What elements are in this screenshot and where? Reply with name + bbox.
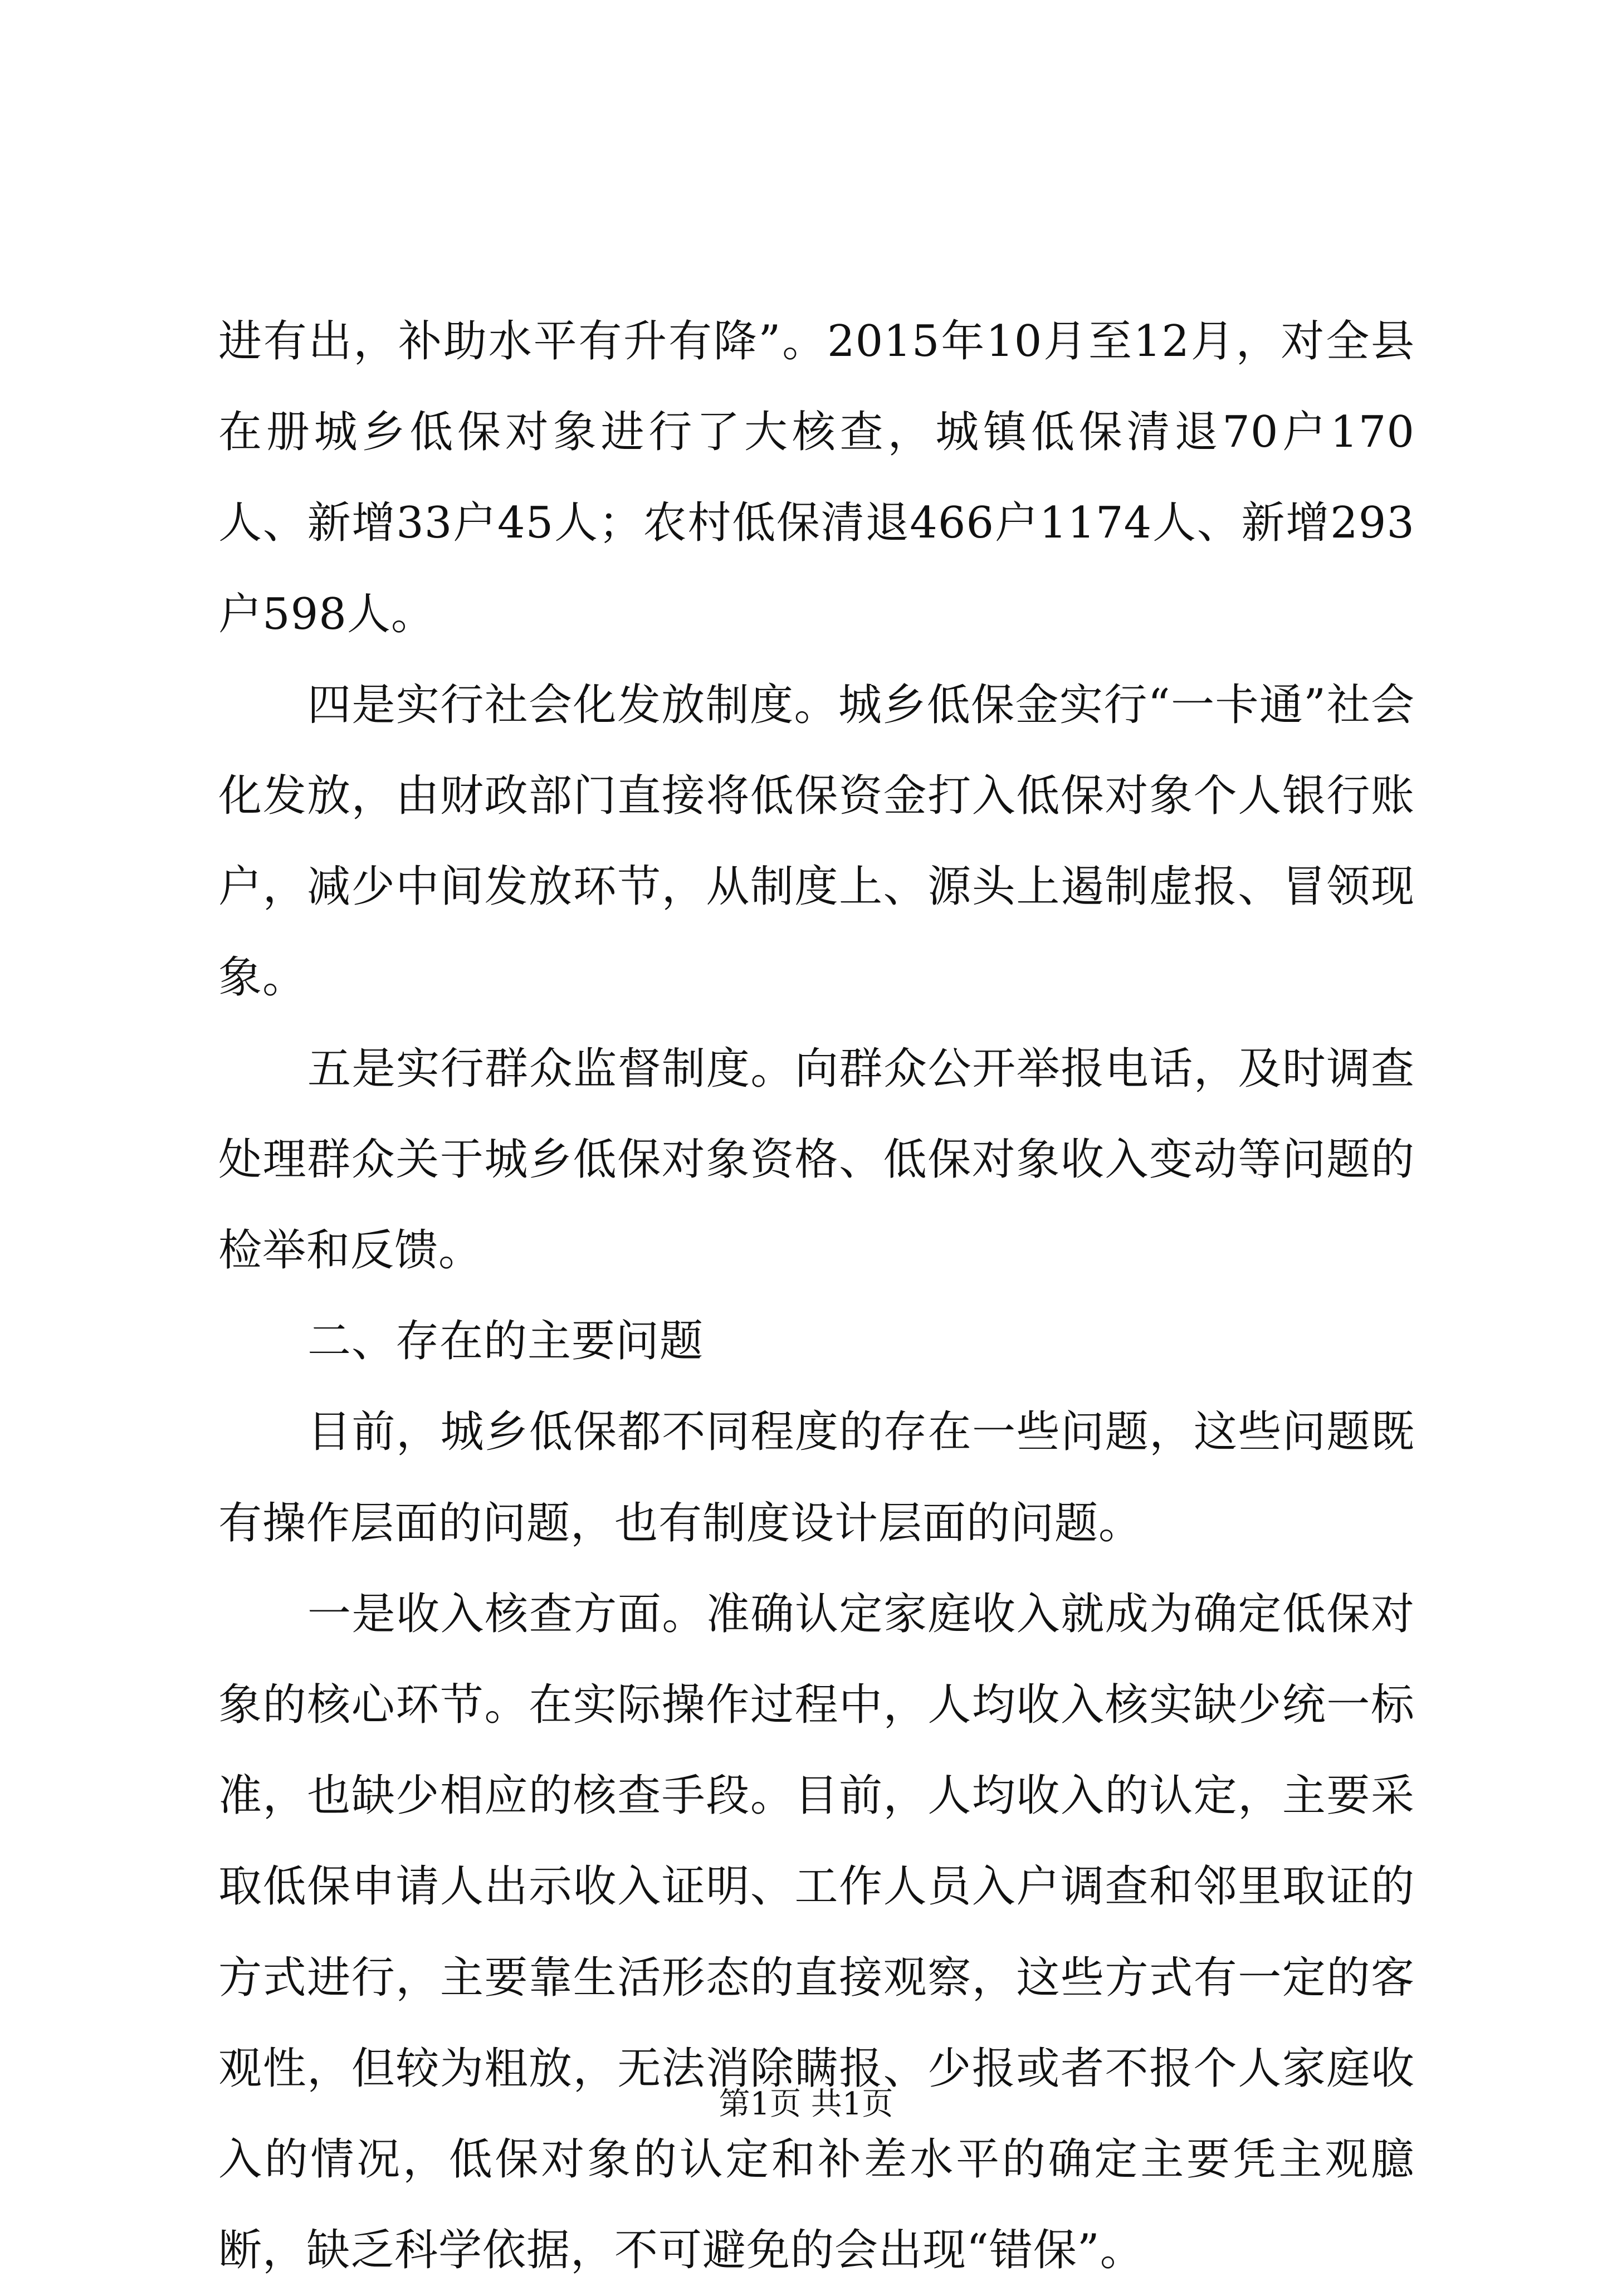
page-number-footer: 第1页 共1页 xyxy=(719,2086,893,2122)
section-heading-main-problems: 二、存在的主要问题 xyxy=(307,1316,704,1367)
paragraph-social-distribution: 四是实行社会化发放制度。城乡低保金实行“一卡通”社会化发放，由财政部门直接将低保资金打入低保对象个人银行账户，减少中间发放环节，从制度上、源头上遏制虚报、冒领现象。 xyxy=(218,680,1415,1003)
paragraph-public-supervision: 五是实行群众监督制度。向群众公开举报电话，及时调查处理群众关于城乡低保对象资格、低保对象收入变动等问题的检举和反馈。 xyxy=(218,1043,1415,1276)
paragraph-continuation: 进有出，补助水平有升有降”。2015年10月至12月，对全县在册城乡低保对象进行了大核查，城镇低保清退70户170人、新增33户45人；农村低保清退466户1174人、新增293户598人。 xyxy=(218,316,1415,639)
document-body xyxy=(218,296,1415,2296)
paragraph-problems-intro: 目前，城乡低保都不同程度的存在一些问题，这些问题既有操作层面的问题，也有制度设计层面的问题。 xyxy=(218,1407,1415,1548)
paragraph-income-verification: 一是收入核查方面。准确认定家庭收入就成为确定低保对象的核心环节。在实际操作过程中，人均收入核实缺少统一标准，也缺少相应的核查手段。目前，人均收入的认定，主要采取低保申请人出示收入证明、工作人员入户调查和邻里取证的方式进行，主要靠生活形态的直接观察，这些方式有一定的客观性，但较为粗放，无法消除瞒报、少报或者不报个人家庭收入的情况，低保对象的认定和补差水平的确定主要凭主观臆断，缺乏科学依据，不可避免的会出现“错保”。 xyxy=(218,1589,1415,2276)
